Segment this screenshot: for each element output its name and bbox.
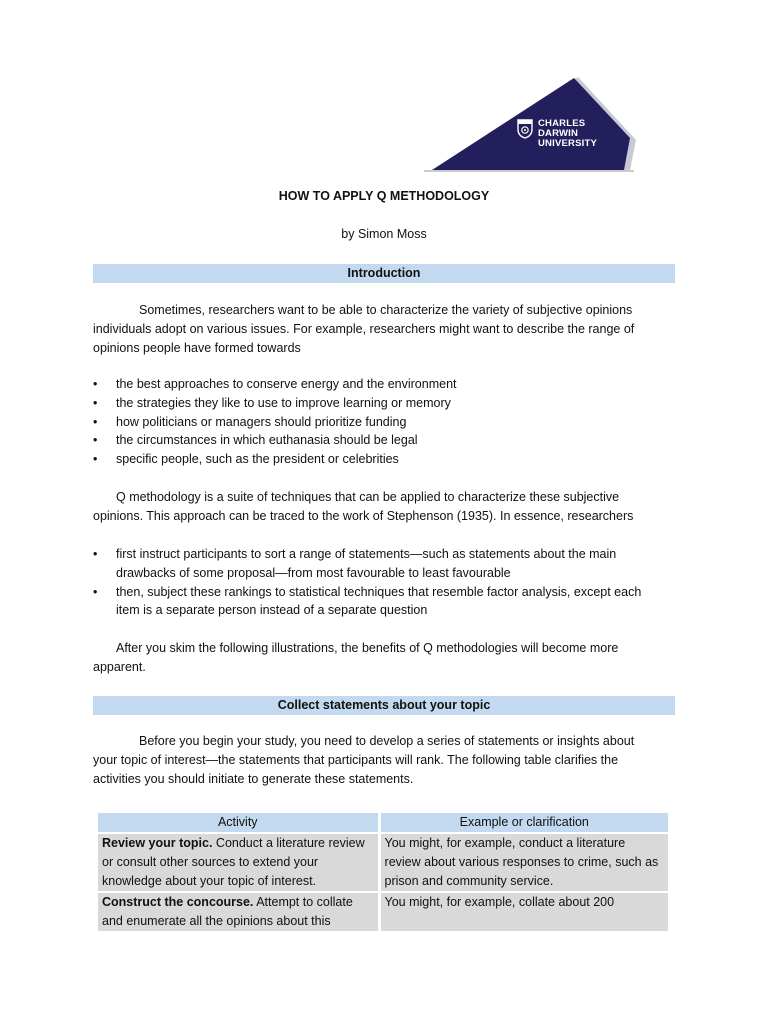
intro-paragraph-2: Q methodology is a suite of techniques that can be applied to characterize these subjective opinions. This approach can be traced to the work of Stephenson (1935). In essence, researchers	[93, 490, 634, 523]
list-item: • then, subject these rankings to statistical techniques that resemble factor analysis, except each item is a separate person instead of a separate question	[93, 584, 642, 618]
list-item: • the strategies they like to use to improve learning or memory	[93, 395, 451, 410]
logo-line-1: CHARLES	[538, 118, 586, 129]
column-header-activity: Activity	[98, 813, 378, 832]
section-heading-collect-statements: Collect statements about your topic	[93, 696, 675, 715]
activity-table	[95, 811, 671, 933]
table-row	[98, 893, 668, 931]
list-item: • how politicians or managers should prioritize funding	[93, 414, 407, 429]
document-author: by Simon Moss	[341, 227, 427, 241]
university-crest-icon	[517, 119, 533, 139]
list-item: • the best approaches to conserve energy and the environment	[93, 377, 457, 391]
logo-wordmark	[538, 119, 597, 149]
table-header-row	[98, 813, 668, 832]
intro-paragraph-1: Sometimes, researchers want to be able to characterize the variety of subjective opinions individuals adopt on various issues. For example, researchers might want to describe the range of opinions people have formed towards	[93, 303, 635, 355]
document-title: HOW TO APPLY Q METHODOLOGY	[278, 189, 490, 203]
table-row	[98, 834, 668, 891]
intro-paragraph-3: After you skim the following illustrations, the benefits of Q methodologies will become more apparent.	[93, 641, 619, 674]
collect-paragraph-1: Before you begin your study, you need to develop a series of statements or insights about your topic of interest—the statements that participants will rank. The following table clarifies the activities you should initiate to generate these statements.	[93, 734, 635, 786]
logo-line-3: UNIVERSITY	[538, 138, 598, 149]
section-heading-introduction: Introduction	[93, 264, 675, 283]
activity-cell: Construct the concourse. Attempt to collate and enumerate all the opinions about this	[98, 893, 378, 931]
example-cell: You might, for example, conduct a literature review about various responses to crime, such as prison and community service.	[381, 834, 668, 891]
intro-bullet-list-2	[93, 545, 675, 620]
example-cell: You might, for example, collate about 200	[381, 893, 668, 931]
list-item: • specific people, such as the president or celebrities	[93, 452, 399, 467]
column-header-example: Example or clarification	[381, 813, 668, 832]
intro-bullet-list-1	[93, 375, 675, 469]
list-item: • first instruct participants to sort a range of statements—such as statements about the main drawbacks of some proposal—from most favourable to least favourable	[93, 547, 617, 580]
university-logo	[424, 74, 636, 174]
list-item: • the circumstances in which euthanasia should be legal	[93, 433, 418, 448]
logo-line-2: DARWIN	[538, 128, 579, 139]
activity-cell: Review your topic. Conduct a literature review or consult other sources to extend your knowledge about your topic of interest.	[98, 834, 378, 891]
